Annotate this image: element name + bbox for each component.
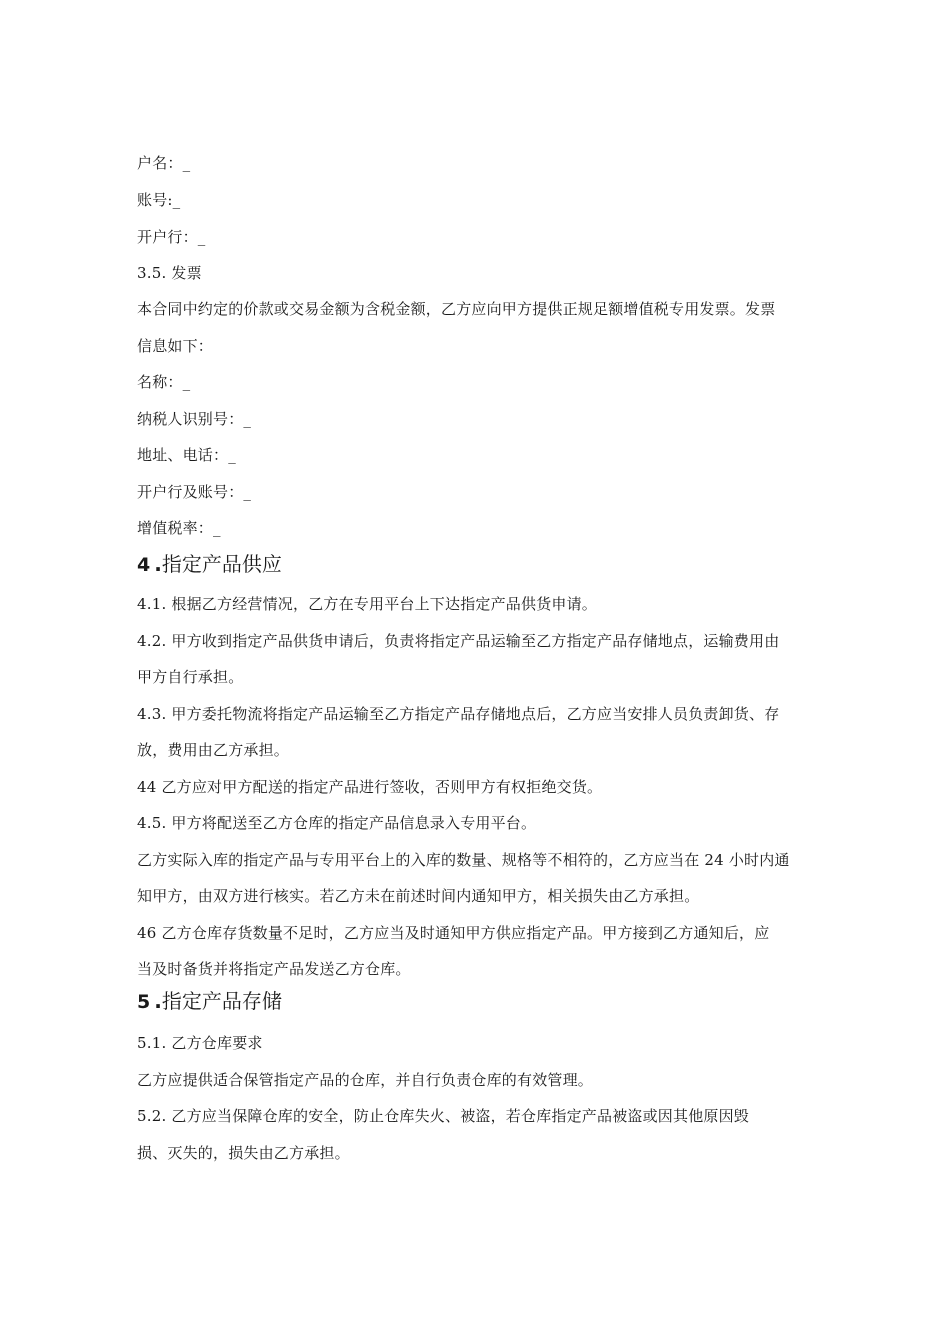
- clause-5-1-paragraph: 乙方应提供适合保管指定产品的仓库，并自行负责仓库的有效管理。: [137, 1071, 594, 1089]
- section-5-heading: [137, 988, 282, 1015]
- clause-4-2-line-2: 甲方自行承担。: [137, 668, 244, 686]
- bank-account-line: 开户行及账号：_: [137, 483, 252, 501]
- section-5-dot: .: [154, 989, 162, 1013]
- invoice-paragraph-line-2: 信息如下：: [137, 337, 214, 355]
- vat-rate-line: 增值税率：_: [137, 519, 221, 537]
- bank-line: 开户行：_: [137, 228, 206, 246]
- section-5-number: 5: [137, 991, 151, 1013]
- section-4-dot: .: [154, 552, 162, 576]
- taxpayer-id-line: 纳税人识别号：_: [137, 410, 252, 428]
- clause-4-2-line-1: 4.2. 甲方收到指定产品供货申请后，负责将指定产品运输至乙方指定产品存储地点，运输费用由: [137, 632, 780, 650]
- account-number-line: 账号:_: [137, 191, 181, 209]
- clause-5-2-line-2: 损、灭失的，损失由乙方承担。: [137, 1144, 350, 1162]
- invoice-name-line: 名称：_: [137, 373, 191, 391]
- section-4-title: 指定产品供应: [161, 552, 282, 576]
- section-4-heading: [137, 551, 282, 578]
- clause-4-1: 4.1. 根据乙方经营情况，乙方在专用平台上下达指定产品供货申请。: [137, 595, 597, 613]
- clause-4-6-line-2: 当及时备货并将指定产品发送乙方仓库。: [137, 960, 411, 978]
- clause-4-5-paragraph-line-2: 知甲方，由双方进行核实。若乙方未在前述时间内通知甲方，相关损失由乙方承担。: [137, 887, 700, 905]
- address-phone-line: 地址、电话：_: [137, 446, 236, 464]
- clause-5-2-line-1: 5.2. 乙方应当保障仓库的安全，防止仓库失火、被盗，若仓库指定产品被盗或因其他原因毁: [137, 1107, 749, 1125]
- clause-4-6-line-1: 46 乙方仓库存货数量不足时，乙方应当及时通知甲方供应指定产品。甲方接到乙方通知后，应: [137, 924, 770, 942]
- clause-4-3-line-2: 放，费用由乙方承担。: [137, 741, 290, 759]
- clause-4-5-paragraph-line-1: 乙方实际入库的指定产品与专用平台上的入库的数量、规格等不相符的，乙方应当在 24 小时内通: [137, 851, 790, 869]
- account-name-line: 户名：_: [137, 154, 191, 172]
- section-5-title: 指定产品存储: [161, 989, 282, 1013]
- clause-4-4: 44 乙方应对甲方配送的指定产品进行签收，否则甲方有权拒绝交货。: [137, 778, 603, 796]
- clause-4-3-line-1: 4.3. 甲方委托物流将指定产品运输至乙方指定产品存储地点后，乙方应当安排人员负责卸货、存: [137, 705, 780, 723]
- clause-3-5-title: 3.5. 发票: [137, 264, 202, 282]
- clause-4-5: 4.5. 甲方将配送至乙方仓库的指定产品信息录入专用平台。: [137, 814, 537, 832]
- clause-5-1: 5.1. 乙方仓库要求: [137, 1034, 263, 1052]
- invoice-paragraph-line-1: 本合同中约定的价款或交易金额为含税金额，乙方应向甲方提供正规足额增值税专用发票。发票: [137, 300, 776, 318]
- section-4-number: 4: [137, 554, 151, 576]
